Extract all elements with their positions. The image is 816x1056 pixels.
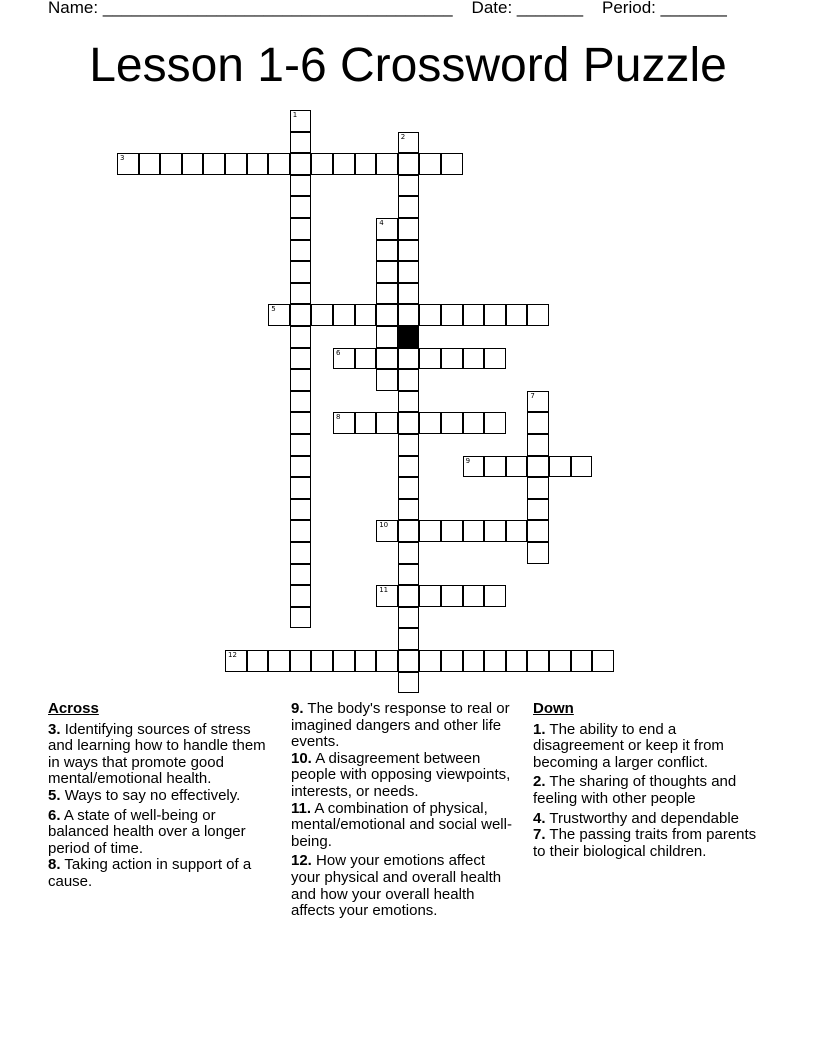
grid-cell[interactable] bbox=[398, 412, 420, 434]
grid-cell[interactable] bbox=[290, 564, 312, 586]
clue-number: 6 bbox=[336, 348, 341, 357]
grid-cell[interactable] bbox=[527, 391, 549, 413]
grid-cell[interactable] bbox=[484, 650, 506, 672]
grid-cell[interactable] bbox=[463, 348, 485, 370]
grid-cell[interactable] bbox=[419, 585, 441, 607]
grid-cell[interactable] bbox=[311, 650, 333, 672]
grid-cell[interactable] bbox=[247, 153, 269, 175]
grid-cell[interactable] bbox=[484, 412, 506, 434]
grid-cell[interactable] bbox=[290, 520, 312, 542]
grid-cell[interactable] bbox=[549, 650, 571, 672]
grid-cell[interactable] bbox=[290, 304, 312, 326]
grid-cell[interactable] bbox=[571, 456, 593, 478]
clue-number: 2 bbox=[400, 132, 406, 141]
grid-cell[interactable] bbox=[419, 650, 441, 672]
grid-cell[interactable] bbox=[398, 434, 420, 456]
grid-cell[interactable] bbox=[463, 412, 485, 434]
grid-cell[interactable] bbox=[376, 304, 398, 326]
grid-cell[interactable] bbox=[484, 348, 506, 370]
clue-number: 8 bbox=[336, 413, 341, 422]
down-heading: Down bbox=[533, 700, 574, 717]
grid-cell[interactable] bbox=[398, 348, 420, 370]
grid-cell[interactable] bbox=[484, 585, 506, 607]
grid-cell[interactable] bbox=[398, 628, 420, 650]
grid-cell[interactable] bbox=[527, 477, 549, 499]
grid-cell[interactable] bbox=[290, 132, 312, 154]
grid-cell[interactable] bbox=[333, 153, 355, 175]
grid-cell[interactable] bbox=[463, 585, 485, 607]
period-label: Period: bbox=[602, 0, 656, 17]
grid-cell[interactable] bbox=[290, 196, 312, 218]
grid-cell[interactable] bbox=[419, 153, 441, 175]
grid-cell[interactable] bbox=[311, 153, 333, 175]
grid-cell[interactable] bbox=[376, 218, 398, 240]
grid-cell[interactable] bbox=[117, 153, 139, 175]
grid-cell[interactable] bbox=[160, 153, 182, 175]
grid-cell[interactable] bbox=[290, 650, 312, 672]
clue-down-4: 4. Trustworthy and dependable bbox=[533, 809, 739, 827]
grid-cell[interactable] bbox=[290, 456, 312, 478]
grid-cell[interactable] bbox=[398, 456, 420, 478]
grid-cell[interactable] bbox=[441, 348, 463, 370]
grid-cell[interactable] bbox=[398, 499, 420, 521]
grid-cell[interactable] bbox=[484, 520, 506, 542]
grid-cell[interactable] bbox=[333, 650, 355, 672]
clue-down-2: 2. The sharing of thoughts and feeling with other people bbox=[533, 773, 737, 807]
grid-cell[interactable] bbox=[506, 304, 528, 326]
grid-cell[interactable] bbox=[290, 585, 312, 607]
grid-cell[interactable] bbox=[419, 348, 441, 370]
name-blank[interactable]: _____________________________________ bbox=[102, 0, 453, 17]
grid-cell[interactable] bbox=[441, 153, 463, 175]
grid-cell[interactable] bbox=[441, 650, 463, 672]
grid-cell[interactable] bbox=[376, 283, 398, 305]
clue-number: 9 bbox=[465, 456, 471, 465]
grid-cell[interactable] bbox=[376, 153, 398, 175]
grid-cell[interactable] bbox=[441, 304, 463, 326]
grid-block bbox=[398, 326, 420, 348]
grid-cell[interactable] bbox=[549, 456, 571, 478]
clue-across-3: 3. Identifying sources of stress and learning how to handle them in ways that promote good mental/emotional health. bbox=[48, 720, 266, 788]
grid-cell[interactable] bbox=[484, 304, 506, 326]
grid-cell[interactable] bbox=[376, 326, 398, 348]
grid-cell[interactable] bbox=[506, 520, 528, 542]
grid-cell[interactable] bbox=[398, 304, 420, 326]
grid-cell[interactable] bbox=[290, 218, 312, 240]
grid-cell[interactable] bbox=[376, 369, 398, 391]
grid-cell[interactable] bbox=[333, 348, 355, 370]
grid-cell[interactable] bbox=[527, 542, 549, 564]
period-blank[interactable]: _______ bbox=[660, 0, 727, 17]
clue-number: 12 bbox=[228, 651, 237, 659]
grid-cell[interactable] bbox=[398, 196, 420, 218]
grid-cell[interactable] bbox=[484, 456, 506, 478]
grid-cell[interactable] bbox=[333, 304, 355, 326]
grid-cell[interactable] bbox=[290, 348, 312, 370]
grid-cell[interactable] bbox=[182, 153, 204, 175]
grid-cell[interactable] bbox=[376, 585, 398, 607]
grid-cell[interactable] bbox=[527, 434, 549, 456]
clue-down-1: 1. The ability to end a disagreement or keep it from becoming a larger conflict. bbox=[533, 720, 724, 771]
clue-across-5: 5. Ways to say no effectively. bbox=[48, 786, 241, 804]
grid-cell[interactable] bbox=[463, 456, 485, 478]
grid-cell[interactable] bbox=[290, 240, 312, 262]
grid-cell[interactable] bbox=[376, 650, 398, 672]
grid-cell[interactable] bbox=[355, 412, 377, 434]
grid-cell[interactable] bbox=[398, 650, 420, 672]
clue-number: 1 bbox=[292, 111, 298, 119]
clue-across-6: 6. A state of well-being or balanced health over a longer period of time. bbox=[48, 806, 246, 857]
clue-number: 10 bbox=[379, 521, 389, 530]
date-blank[interactable]: _______ bbox=[516, 0, 584, 17]
grid-cell[interactable] bbox=[398, 240, 420, 262]
clue-across-9: 9. The body's response to real or imagined dangers and other life events. bbox=[291, 700, 510, 751]
grid-cell[interactable] bbox=[139, 153, 161, 175]
grid-cell[interactable] bbox=[376, 412, 398, 434]
grid-cell[interactable] bbox=[398, 564, 420, 586]
grid-cell[interactable] bbox=[592, 650, 614, 672]
grid-cell[interactable] bbox=[225, 153, 247, 175]
clue-across-12: 12. How your emotions affect your physical and overall health and how your overall health affects your emotions. bbox=[291, 852, 502, 920]
grid-cell[interactable] bbox=[398, 153, 420, 175]
grid-cell[interactable] bbox=[398, 607, 420, 629]
grid-cell[interactable] bbox=[290, 542, 312, 564]
grid-cell[interactable] bbox=[419, 304, 441, 326]
grid-cell[interactable] bbox=[290, 499, 312, 521]
grid-cell[interactable] bbox=[441, 585, 463, 607]
grid-cell[interactable] bbox=[506, 456, 528, 478]
name-label: Name: bbox=[48, 0, 99, 17]
grid-cell[interactable] bbox=[311, 304, 333, 326]
grid-cell[interactable] bbox=[398, 283, 420, 305]
across-clues-column-2 bbox=[291, 701, 517, 920]
grid-cell[interactable] bbox=[290, 110, 312, 132]
across-heading: Across bbox=[48, 700, 99, 717]
grid-cell[interactable] bbox=[290, 412, 312, 434]
clue-number: 4 bbox=[379, 219, 384, 227]
grid-cell[interactable] bbox=[419, 520, 441, 542]
grid-cell[interactable] bbox=[398, 132, 420, 154]
date-label: Date: bbox=[471, 0, 513, 17]
grid-cell[interactable] bbox=[527, 499, 549, 521]
grid-cell[interactable] bbox=[419, 412, 441, 434]
page-title: Lesson 1-6 Crossword Puzzle bbox=[89, 39, 727, 92]
grid-cell[interactable] bbox=[398, 520, 420, 542]
grid-cell[interactable] bbox=[268, 153, 290, 175]
grid-cell[interactable] bbox=[463, 304, 485, 326]
grid-cell[interactable] bbox=[355, 348, 377, 370]
grid-cell[interactable] bbox=[247, 650, 269, 672]
clue-across-11: 11. A combination of physical, mental/emotional and social well-being. bbox=[291, 799, 512, 850]
across-clues-column-1 bbox=[48, 701, 276, 891]
grid-cell[interactable] bbox=[268, 304, 290, 326]
grid-cell[interactable] bbox=[290, 369, 312, 391]
clue-down-7: 7. The passing traits from parents to their biological children. bbox=[533, 826, 757, 860]
clue-across-8: 8. Taking action in support of a cause. bbox=[48, 856, 252, 890]
grid-cell[interactable] bbox=[290, 391, 312, 413]
grid-cell[interactable] bbox=[463, 520, 485, 542]
grid-cell[interactable] bbox=[268, 650, 290, 672]
grid-cell[interactable] bbox=[290, 434, 312, 456]
grid-cell[interactable] bbox=[398, 218, 420, 240]
clue-number: 5 bbox=[271, 305, 276, 314]
grid-cell[interactable] bbox=[398, 175, 420, 197]
grid-cell[interactable] bbox=[290, 326, 312, 348]
grid-cell[interactable] bbox=[355, 304, 377, 326]
grid-cell[interactable] bbox=[441, 520, 463, 542]
grid-cell[interactable] bbox=[463, 650, 485, 672]
grid-cell[interactable] bbox=[290, 261, 312, 283]
grid-cell[interactable] bbox=[398, 369, 420, 391]
grid-cell[interactable] bbox=[527, 650, 549, 672]
clue-number: 7 bbox=[530, 391, 535, 400]
grid-cell[interactable] bbox=[398, 542, 420, 564]
grid-cell[interactable] bbox=[203, 153, 225, 175]
grid-cell[interactable] bbox=[571, 650, 593, 672]
grid-cell[interactable] bbox=[290, 175, 312, 197]
grid-cell[interactable] bbox=[527, 412, 549, 434]
grid-cell[interactable] bbox=[506, 650, 528, 672]
grid-cell[interactable] bbox=[441, 412, 463, 434]
grid-cell[interactable] bbox=[355, 153, 377, 175]
grid-cell[interactable] bbox=[290, 153, 312, 175]
grid-cell[interactable] bbox=[398, 477, 420, 499]
grid-cell[interactable] bbox=[290, 283, 312, 305]
grid-cell[interactable] bbox=[376, 520, 398, 542]
grid-cell[interactable] bbox=[290, 607, 312, 629]
grid-cell[interactable] bbox=[527, 520, 549, 542]
clue-number: 11 bbox=[379, 586, 389, 595]
down-clues-column bbox=[533, 701, 758, 860]
grid-cell[interactable] bbox=[333, 412, 355, 434]
grid-cell[interactable] bbox=[398, 585, 420, 607]
clue-across-10: 10. A disagreement between people with opposing viewpoints, interests, or needs. bbox=[291, 749, 511, 800]
grid-cell[interactable] bbox=[398, 261, 420, 283]
clue-number: 3 bbox=[120, 154, 125, 163]
grid-cell[interactable] bbox=[376, 240, 398, 262]
grid-cell[interactable] bbox=[290, 477, 312, 499]
grid-cell[interactable] bbox=[527, 456, 549, 478]
grid-cell[interactable] bbox=[527, 304, 549, 326]
grid-cell[interactable] bbox=[355, 650, 377, 672]
grid-cell[interactable] bbox=[398, 391, 420, 413]
grid-cell[interactable] bbox=[376, 261, 398, 283]
grid-cell[interactable] bbox=[398, 672, 420, 694]
grid-cell[interactable] bbox=[376, 348, 398, 370]
grid-cell[interactable] bbox=[225, 650, 247, 672]
